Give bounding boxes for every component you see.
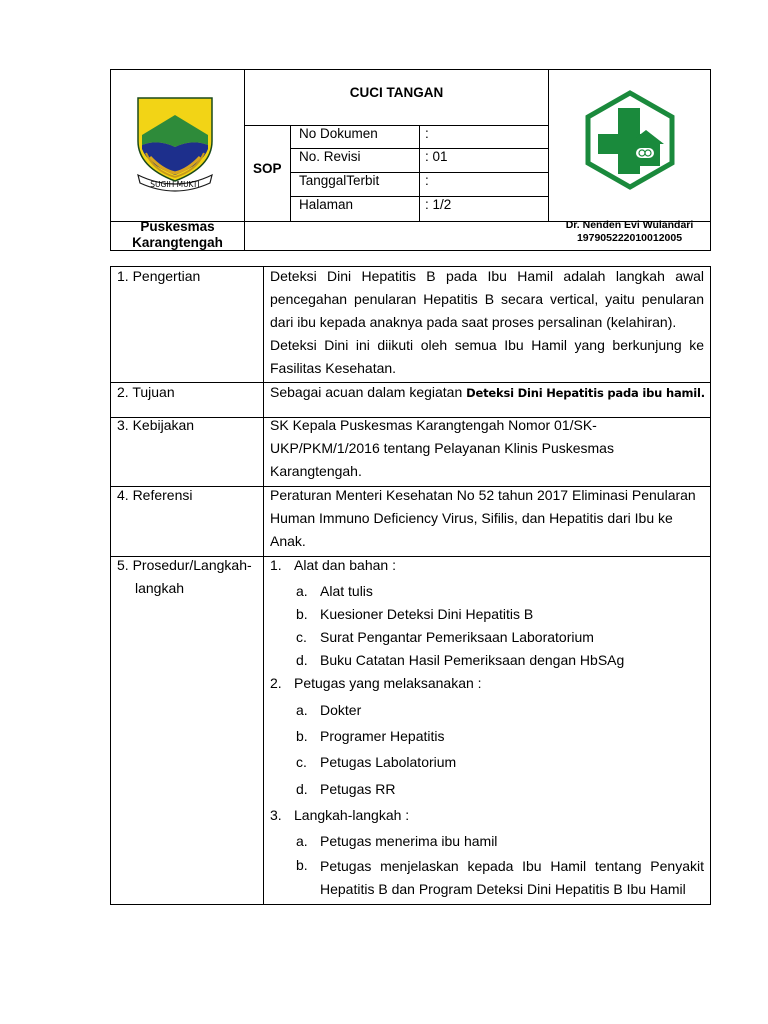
tujuan-text-bold: Deteksi Dini Hepatitis pada ibu hamil. bbox=[466, 386, 705, 400]
meta-label-no-dokumen: No Dokumen bbox=[299, 126, 378, 141]
section-label-prosedur-2: langkah bbox=[135, 580, 185, 596]
pengertian-text-2: Deteksi Dini ini diikuti oleh semua Ibu Hamil yang berkunjung ke Fasilitas Kesehatan. bbox=[270, 337, 704, 376]
sop-label: SOP bbox=[253, 161, 282, 176]
step-number: 1. bbox=[270, 557, 282, 573]
document-title: CUCI TANGAN bbox=[349, 85, 444, 100]
body-divider bbox=[263, 266, 264, 905]
step-title: Petugas yang melaksanakan : bbox=[294, 675, 482, 691]
section-label-referensi: 4. Referensi bbox=[117, 487, 193, 503]
signer-name: Dr. Nenden Evi Wulandari bbox=[565, 219, 694, 231]
list-item: Dokter bbox=[320, 702, 362, 718]
list-item-mark: a. bbox=[296, 833, 308, 849]
list-item-mark: a. bbox=[296, 583, 308, 599]
list-item-mark: d. bbox=[296, 781, 308, 797]
crest-motto: SUGIH MUKTI bbox=[150, 180, 200, 189]
list-item: Kuesioner Deteksi Dini Hepatitis B bbox=[320, 606, 534, 622]
section-label-kebijakan: 3. Kebijakan bbox=[117, 417, 195, 433]
referensi-line: Human Immuno Deficiency Virus, Sifilis, dan Hepatitis dari Ibu ke bbox=[270, 510, 673, 526]
section-label-prosedur: 5. Prosedur/Langkah- bbox=[117, 557, 252, 573]
kebijakan-line: SK Kepala Puskesmas Karangtengah Nomor 01/SK- bbox=[270, 417, 597, 433]
list-item: Programer Hepatitis bbox=[320, 728, 445, 744]
section-label-tujuan: 2. Tujuan bbox=[117, 384, 175, 400]
header-divider bbox=[419, 125, 420, 221]
org-name-line1: Puskesmas bbox=[140, 219, 215, 234]
step-number: 2. bbox=[270, 675, 282, 691]
signer-nip: 197905222010012005 bbox=[576, 232, 683, 244]
pengertian-text: Deteksi Dini Hepatitis B pada Ibu Hamil adalah langkah awal pencegahan penularan Hepatitis B secara vertical, yaitu penularan dari ibu kepada anaknya pada saat proses persalinan (kelahiran). bbox=[270, 268, 704, 330]
list-item-line: Petugas menjelaskan kepada Ibu Hamil tentang Penyakit bbox=[320, 858, 704, 874]
list-item: Alat tulis bbox=[320, 583, 373, 599]
health-cross-logo-icon bbox=[582, 90, 678, 190]
puskesmas-crest-icon bbox=[132, 95, 218, 195]
meta-label-tanggal-terbit: TanggalTerbit bbox=[299, 173, 380, 188]
step-title: Alat dan bahan : bbox=[294, 557, 396, 573]
meta-label-halaman: Halaman bbox=[299, 197, 354, 212]
section-label-pengertian: 1. Pengertian bbox=[117, 268, 201, 284]
list-item: Petugas RR bbox=[320, 781, 396, 797]
referensi-line: Anak. bbox=[270, 533, 306, 549]
list-item-mark: a. bbox=[296, 702, 308, 718]
kebijakan-line: Karangtengah. bbox=[270, 463, 362, 479]
org-name-line2: Karangtengah bbox=[132, 235, 223, 250]
header-divider bbox=[290, 125, 291, 221]
tujuan-text bbox=[270, 381, 705, 404]
kebijakan-line: UKP/PKM/1/2016 tentang Pelayanan Klinis Puskesmas bbox=[270, 440, 614, 456]
meta-label-no-revisi: No. Revisi bbox=[299, 149, 361, 164]
meta-value-tanggal-terbit: : bbox=[425, 173, 429, 188]
list-item-mark: c. bbox=[296, 754, 307, 770]
list-item: Buku Catatan Hasil Pemeriksaan dengan HbSAg bbox=[320, 652, 625, 668]
list-item-mark: b. bbox=[296, 728, 308, 744]
meta-value-halaman: : 1/2 bbox=[425, 197, 452, 212]
meta-value-no-revisi: : 01 bbox=[425, 149, 448, 164]
meta-value-no-dokumen: : bbox=[425, 126, 429, 141]
list-item: Petugas menerima ibu hamil bbox=[320, 833, 498, 849]
list-item: Petugas Labolatorium bbox=[320, 754, 457, 770]
list-item-mark: d. bbox=[296, 652, 308, 668]
step-number: 3. bbox=[270, 807, 282, 823]
list-item-line: Hepatitis B dan Program Deteksi Dini Hepatitis B Ibu Hamil bbox=[320, 881, 686, 897]
list-item-mark: b. bbox=[296, 857, 308, 873]
list-item bbox=[320, 855, 704, 901]
tujuan-text-regular: Sebagai acuan dalam kegiatan bbox=[270, 384, 467, 400]
referensi-line: Peraturan Menteri Kesehatan No 52 tahun 2017 Eliminasi Penularan bbox=[270, 487, 696, 503]
list-item-mark: c. bbox=[296, 629, 307, 645]
header-divider bbox=[548, 69, 549, 222]
list-item: Surat Pengantar Pemeriksaan Laboratorium bbox=[320, 629, 594, 645]
step-title: Langkah-langkah : bbox=[294, 807, 410, 823]
list-item-mark: b. bbox=[296, 606, 308, 622]
